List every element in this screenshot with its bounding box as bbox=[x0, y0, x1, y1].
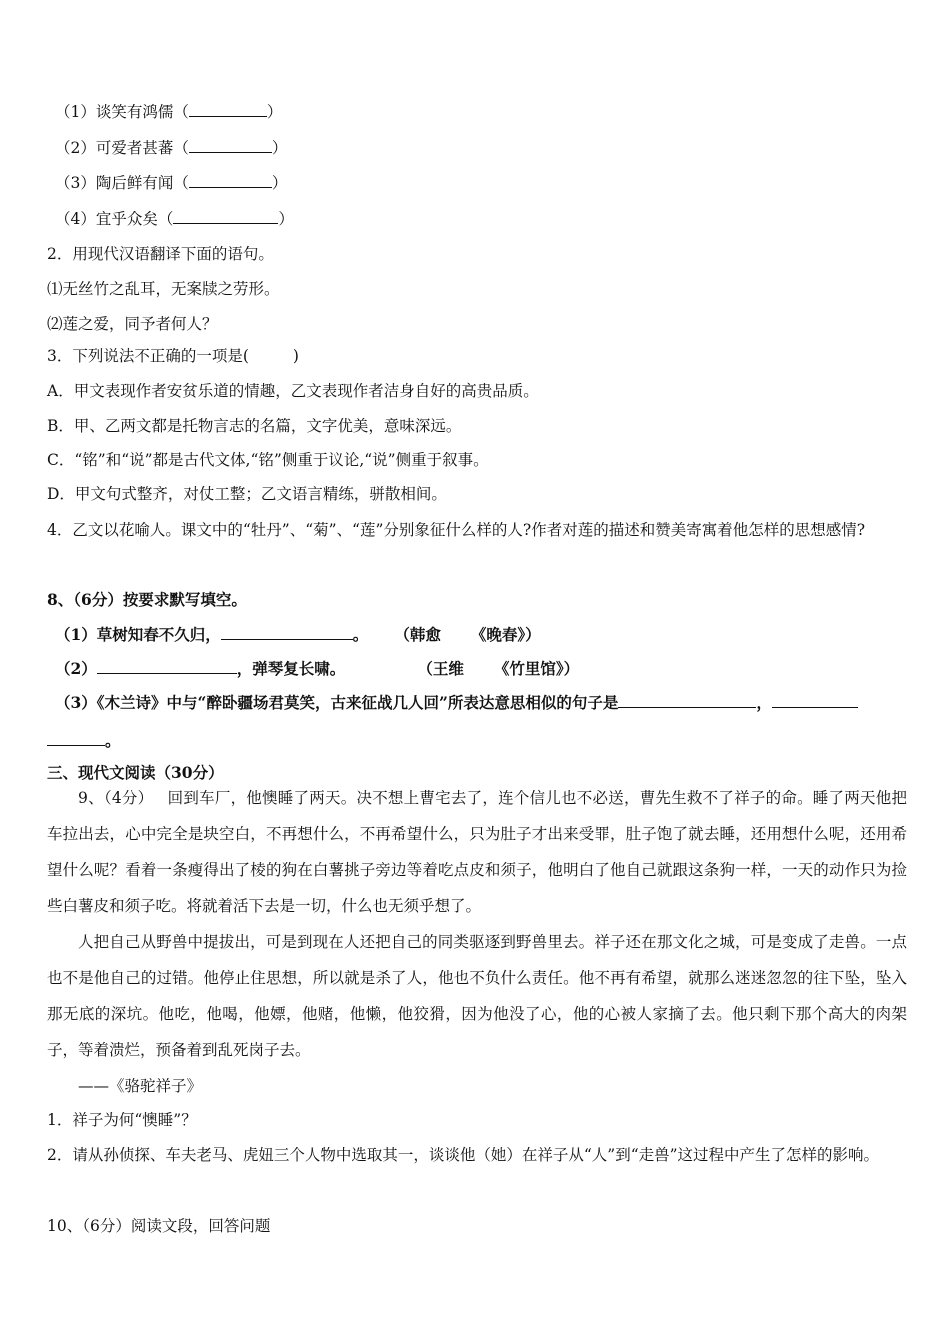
q3-option-b: B．甲、乙两文都是托物言志的名篇，文字优美，意味深远。 bbox=[47, 417, 462, 435]
q1-item-close: ） bbox=[271, 174, 288, 192]
q4-text: 4．乙文以花喻人。课文中的“牡丹”、“菊”、“莲”分别象征什么样的人?作者对莲的描述和赞美寄寓着他怎样的思想感情? bbox=[47, 521, 866, 539]
q8-line-3-text: （3）《木兰诗》中与“醉卧疆场君莫笑，古来征战几人回”所表达意思相似的句子是 bbox=[55, 693, 619, 712]
q8-line-2 bbox=[55, 658, 579, 679]
q2-title: 2．用现代汉语翻译下面的语句。 bbox=[47, 245, 274, 263]
q1-item-close: ） bbox=[278, 210, 294, 228]
q8-title: 8、（6分）按要求默写填空。 bbox=[47, 590, 247, 609]
answer-blank[interactable] bbox=[47, 730, 105, 746]
q8-line-3-sep: ， bbox=[756, 693, 772, 712]
passage-source bbox=[78, 1076, 202, 1096]
q9-subquestion-2: 2．请从孙侦探、车夫老马、虎妞三个人物中选取其一，谈谈他（她）在祥子从“人”到“走兽”这过程中产生了怎样的影响。 bbox=[47, 1146, 880, 1164]
q9-head: 9、（4分） bbox=[78, 789, 154, 807]
q1-item-close: ） bbox=[266, 103, 283, 121]
q3-option-d: D．甲文句式整齐，对仗工整；乙文语言精练，骈散相间。 bbox=[47, 485, 447, 503]
q8-line-2-text: ，弹琴复长啸。 bbox=[236, 659, 346, 678]
q3-option-a: A．甲文表现作者安贫乐道的情趣，乙文表现作者洁身自好的高贵品质。 bbox=[47, 382, 539, 400]
q8-line-3-cont bbox=[47, 730, 121, 751]
source-dash: —— bbox=[78, 1077, 109, 1095]
q8-line-1 bbox=[55, 624, 541, 645]
q3-title bbox=[47, 346, 299, 366]
q1-item bbox=[55, 101, 282, 122]
q9-subquestion-1: 1．祥子为何“懊睡”？ bbox=[47, 1111, 197, 1129]
section-3-title: 三、现代文阅读（30分） bbox=[47, 763, 224, 782]
q1-item bbox=[55, 172, 287, 193]
q3-option-c: C．“铭”和“说”都是古代文体,“铭”侧重于议论,“说”侧重于叙事。 bbox=[47, 451, 489, 469]
answer-blank[interactable] bbox=[189, 137, 272, 153]
q3-title-text: 3．下列说法不正确的一项是( bbox=[47, 347, 249, 365]
q1-item-label: （1）谈笑有鸿儒（ bbox=[55, 103, 189, 121]
passage-paragraph-1 bbox=[47, 780, 907, 924]
answer-blank[interactable] bbox=[618, 692, 756, 708]
q1-item-label: （4）宜乎众矣（ bbox=[55, 210, 174, 228]
passage-paragraph-1-text: 回到车厂，他懊睡了两天。决不想上曹宅去了，连个信儿也不必送，曹先生救不了祥子的命。睡了两天他把车拉出去，心中完全是块空白，不再想什么，不再希望什么，只为肚子才出来受罪，肚子饱了就去睡，还用想什么呢，还用希望什么呢？看着一条瘦得出了棱的狗在白薯挑子旁边等着吃点皮和须子，他明白了他自己就跟这条狗一样，一天的动作只为捡些白薯皮和须子吃。将就着活下去是一切，什么也无须乎想了。 bbox=[47, 789, 907, 915]
q1-item-label: （2）可爱者甚蕃（ bbox=[55, 139, 189, 157]
q8-line-3-end: 。 bbox=[105, 731, 121, 750]
q8-line-1-end: 。 bbox=[352, 625, 369, 644]
q1-item bbox=[55, 208, 294, 229]
q2-sentence-2: ⑵莲之爱，同予者何人？ bbox=[47, 315, 218, 333]
q8-line-2-label: （2） bbox=[55, 659, 97, 678]
passage-paragraph-2: 人把自己从野兽中提拔出，可是到现在人还把自己的同类驱逐到野兽里去。祥子还在那文化之城，可是变成了走兽。一点也不是他自己的过错。他停止住思想，所以就是杀了人，他也不负什么责任。他不再有希望，就那么迷迷忽忽的往下坠，坠入那无底的深坑。他吃，他喝，他嫖，他赌，他懒，他狡猾，因为他没了心，他的心被人家摘了去。他只剩下那个高大的肉架子，等着溃烂，预备着到乱死岗子去。 bbox=[47, 933, 907, 1059]
answer-blank[interactable] bbox=[97, 658, 237, 674]
answer-blank[interactable] bbox=[173, 208, 278, 224]
q8-line-2-work: 《竹里馆》） bbox=[493, 659, 580, 678]
q8-line-1-text: （1）草树知春不久归， bbox=[55, 625, 221, 644]
source-title: 《骆驼祥子》 bbox=[109, 1077, 203, 1095]
q1-item bbox=[55, 137, 287, 158]
answer-blank[interactable] bbox=[221, 624, 353, 640]
q1-item-label: （3）陶后鲜有闻（ bbox=[55, 174, 189, 192]
q1-item-close: ） bbox=[271, 139, 288, 157]
q8-line-1-author: （韩愈 bbox=[394, 625, 441, 644]
answer-blank[interactable] bbox=[189, 172, 272, 188]
q8-line-3 bbox=[55, 692, 858, 713]
q8-line-2-author: （王维 bbox=[417, 659, 464, 678]
q8-line-1-work: 《晚春》） bbox=[470, 625, 541, 644]
q3-title-close: ) bbox=[292, 347, 299, 365]
answer-blank[interactable] bbox=[772, 692, 858, 708]
answer-blank[interactable] bbox=[189, 101, 267, 117]
q2-sentence-1: ⑴无丝竹之乱耳，无案牍之劳形。 bbox=[47, 280, 280, 298]
q10-title: 10、（6分）阅读文段，回答问题 bbox=[47, 1217, 271, 1235]
